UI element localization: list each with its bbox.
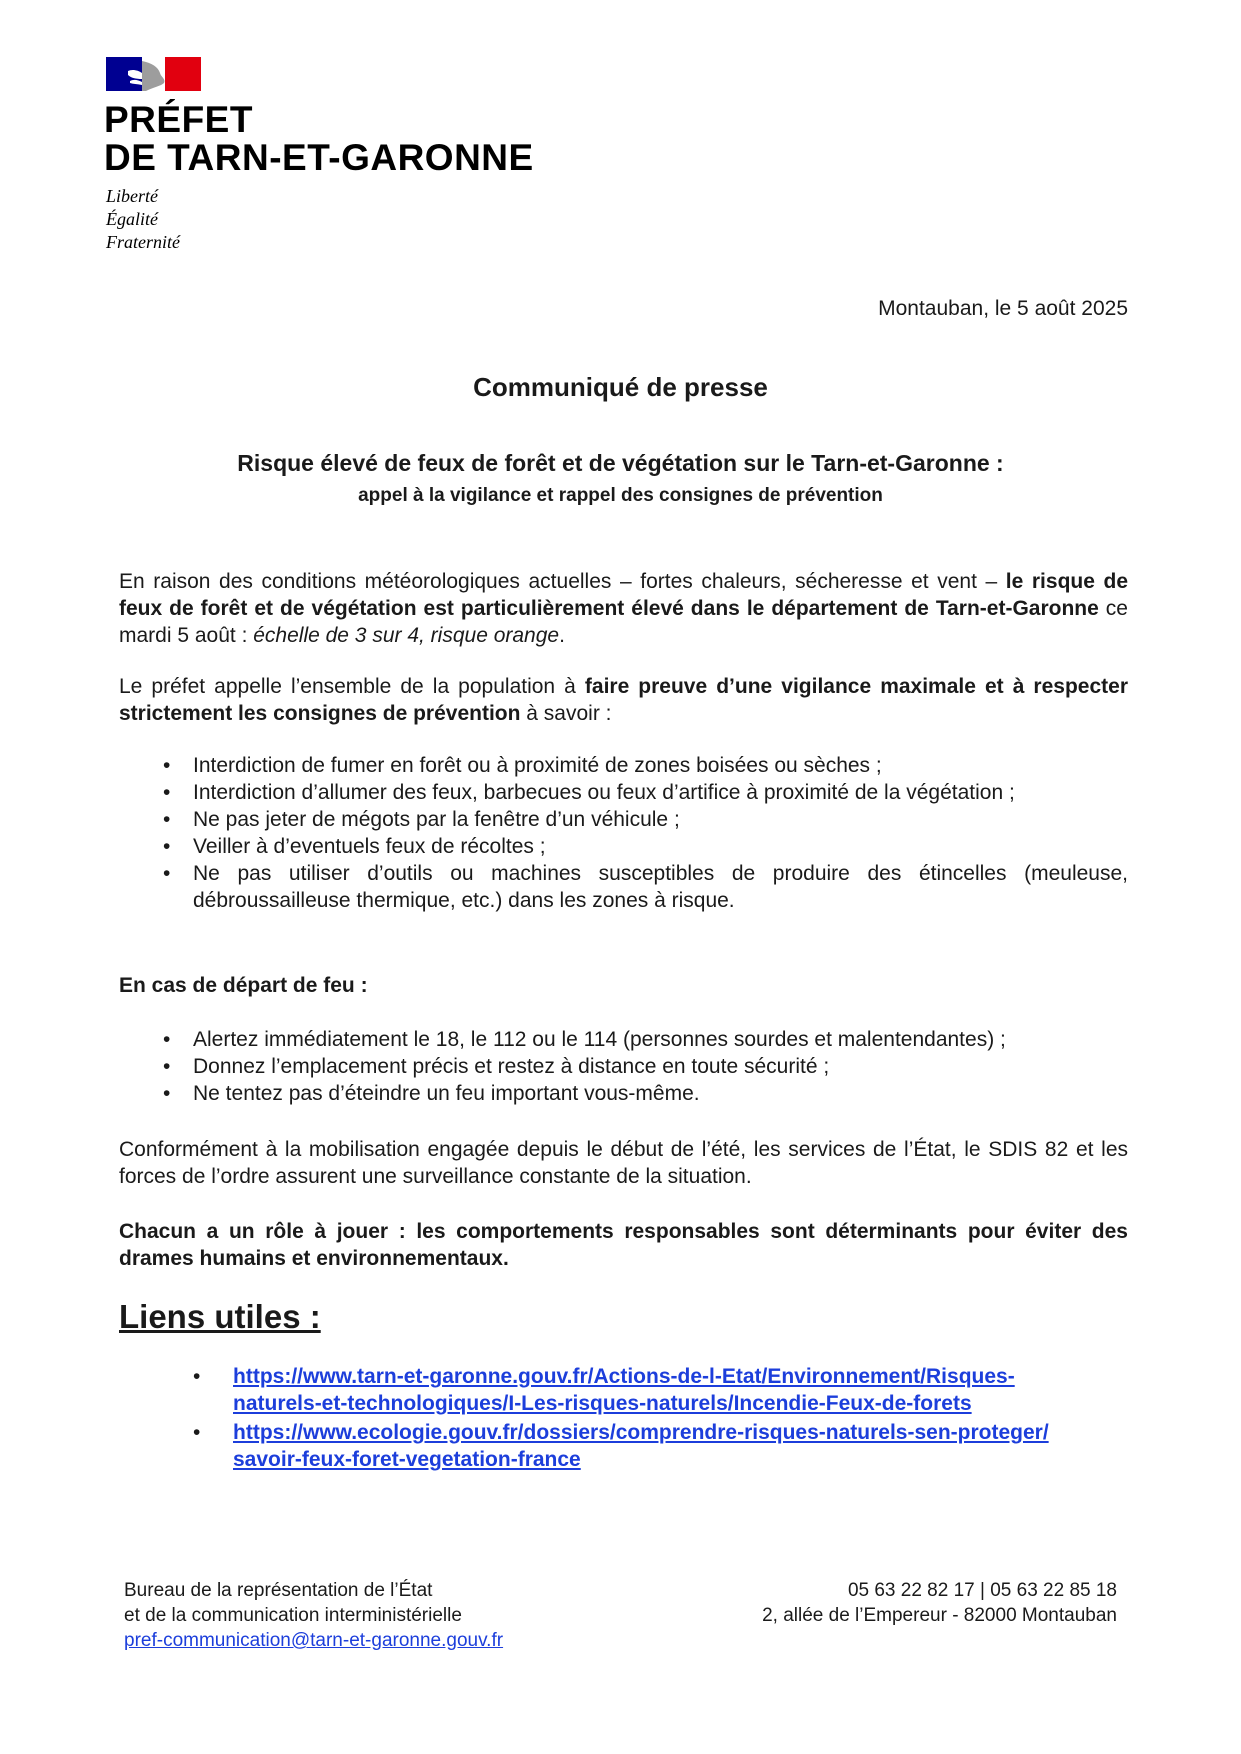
p1-text-d: échelle de 3 sur 4, risque orange [253, 624, 560, 647]
bullet-icon: • [163, 781, 171, 804]
bullet-icon: • [193, 1421, 201, 1444]
p1-text-c: ce mardi 5 août : [119, 597, 1128, 647]
list-item [119, 860, 1128, 914]
p1-text-b: le risque de feux de forêt et de végétation est particulièrement élevé dans le département de Tarn-et-Garonne [119, 570, 1128, 620]
p2-text-c: à savoir : [520, 702, 612, 725]
devise-fraternite: Fraternité [106, 232, 180, 252]
list-item-text: Alertez immédiatement le 18, le 112 ou le 114 (personnes sourdes et malentendantes) ; [193, 1028, 1006, 1051]
bullet-icon: • [163, 1055, 171, 1078]
list-item [119, 779, 1128, 806]
list-item-text: Interdiction d’allumer des feux, barbecues ou feux d’artifice à proximité de la végétation ; [193, 781, 1015, 804]
subtitle: Risque élevé de feux de forêt et de végétation sur le Tarn-et-Garonne : [237, 450, 1004, 476]
devise-liberte: Liberté [106, 186, 158, 206]
list-item [159, 1419, 1169, 1473]
liens-heading: Liens utiles : [119, 1298, 321, 1335]
list-item [119, 806, 1128, 833]
bullet-icon: • [163, 1028, 171, 1051]
subtitle-secondary: appel à la vigilance et rappel des consignes de prévention [358, 485, 883, 506]
bullet-icon: • [163, 835, 171, 858]
bullet-icon: • [163, 754, 171, 777]
link-ecologie-line1: https://www.ecologie.gouv.fr/dossiers/comprendre-risques-naturels-sen-proteger/ [233, 1421, 1049, 1444]
list-item [119, 1080, 1128, 1107]
prefet-line1: PRÉFET [104, 99, 253, 140]
footer-contact [124, 1578, 503, 1653]
paragraph-appel [119, 673, 1128, 727]
date-line: Montauban, le 5 août 2025 [878, 297, 1128, 320]
feu-list [119, 1026, 1128, 1107]
devise-egalite: Égalité [106, 209, 158, 229]
list-item [119, 752, 1128, 779]
list-item-text: Ne tentez pas d’éteindre un feu important vous-même. [193, 1082, 700, 1105]
footer-office-line1: Bureau de la représentation de l’État [124, 1580, 433, 1601]
marianne-logo [106, 57, 201, 91]
p1-text-e: . [559, 624, 565, 647]
link-prefecture-line2: naturels-et-technologiques/I-Les-risques-naturels/Incendie-Feux-de-forets [233, 1392, 972, 1415]
prefet-line2: DE TARN-ET-GARONNE [104, 137, 534, 178]
footer-street: 2, allée de l’Empereur - 82000 Montauban [762, 1605, 1117, 1626]
footer-office-line2: et de la communication interministérielle [124, 1605, 462, 1626]
bullet-icon: • [163, 862, 171, 885]
link-prefecture-line1: https://www.tarn-et-garonne.gouv.fr/Actions-de-l-Etat/Environnement/Risques- [233, 1365, 1015, 1388]
link-ecologie[interactable] [233, 1421, 1049, 1471]
links-list [119, 1363, 1169, 1475]
bullet-icon: • [163, 808, 171, 831]
paragraph-conditions [119, 568, 1128, 649]
paragraph-mobilisation: Conformément à la mobilisation engagée depuis le début de l’été, les services de l’État, le SDIS 82 et les forces de l’ordre assurent une surveillance constante de la situation. [119, 1138, 1128, 1188]
p1-text-a: En raison des conditions météorologiques actuelles – fortes chaleurs, sécheresse et vent – [119, 570, 1006, 593]
paragraph-role: Chacun a un rôle à jouer : les comportements responsables sont déterminants pour éviter des drames humains et environnementaux. [119, 1220, 1128, 1270]
footer-phones: 05 63 22 82 17 | 05 63 22 85 18 [847, 1580, 1117, 1601]
devise [106, 185, 180, 254]
footer-email-link[interactable]: pref-communication@tarn-et-garonne.gouv.fr [124, 1630, 504, 1651]
link-prefecture[interactable] [233, 1365, 1015, 1415]
document-title: Communiqué de presse [473, 372, 768, 402]
list-item-text: Donnez l’emplacement précis et restez à distance en toute sécurité ; [193, 1055, 830, 1078]
list-item [159, 1363, 1169, 1417]
list-item-text: Ne pas jeter de mégots par la fenêtre d’un véhicule ; [193, 808, 680, 831]
prevention-list [119, 752, 1128, 914]
list-item [119, 1026, 1128, 1053]
list-item [119, 833, 1128, 860]
feu-heading: En cas de départ de feu : [119, 974, 368, 997]
list-item-text: Veiller à d’eventuels feux de récoltes ; [193, 835, 546, 858]
list-item [119, 1053, 1128, 1080]
bullet-icon: • [163, 1082, 171, 1105]
p2-text-b: faire preuve d’une vigilance maximale et à respecter strictement les consignes de prévention [119, 675, 1128, 725]
list-item-text: Interdiction de fumer en forêt ou à proximité de zones boisées ou sèches ; [193, 754, 882, 777]
prefet-block [104, 101, 534, 177]
bullet-icon: • [193, 1365, 201, 1388]
link-ecologie-line2: savoir-feux-foret-vegetation-france [233, 1448, 581, 1471]
footer-address [762, 1578, 1117, 1628]
p2-text-a: Le préfet appelle l’ensemble de la population à [119, 675, 585, 698]
list-item-text: Ne pas utiliser d’outils ou machines susceptibles de produire des étincelles (meuleuse, débroussailleuse thermique, etc.) dans les zones à risque. [193, 862, 1128, 912]
